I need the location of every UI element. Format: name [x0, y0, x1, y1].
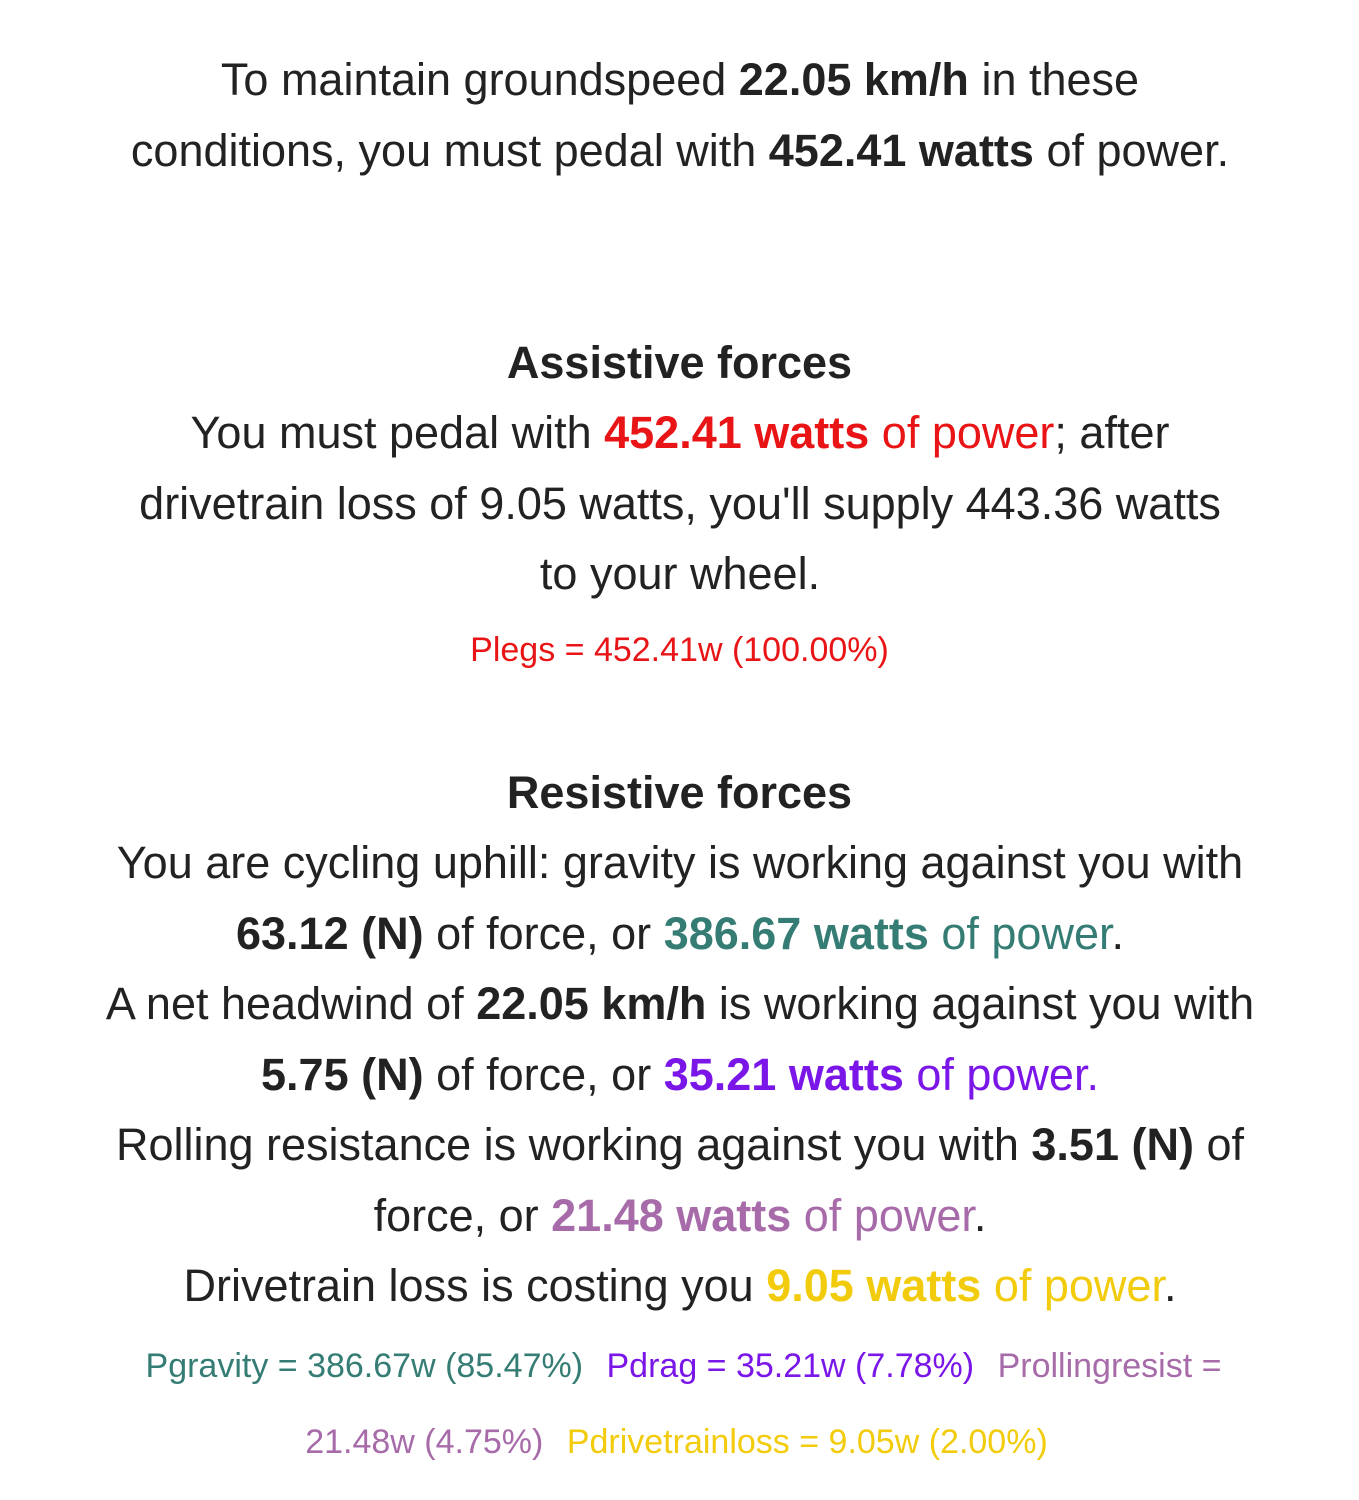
- required-power-value: 452.41 watts: [768, 124, 1034, 176]
- leg-power-value: 452.41 watts: [604, 407, 870, 458]
- assistive-forces-heading: Assistive forces: [506, 337, 853, 388]
- summary-paragraph: [110, 45, 1250, 186]
- resistive-paragraph: [100, 828, 1260, 1322]
- gravity-watts-value: 386.67 watts: [663, 907, 929, 959]
- summary-text-3: of power.: [1033, 124, 1230, 176]
- assistive-paragraph: [115, 398, 1245, 610]
- rolling-force-value: 3.51 (N): [1031, 1119, 1194, 1170]
- drag-text-2: is working against you with: [706, 978, 1255, 1029]
- leg-power-phrase: [604, 407, 1054, 458]
- rolling-power-phrase: [551, 1190, 974, 1241]
- rolling-text-1: Rolling resistance is working against you with: [115, 1119, 1032, 1170]
- drag-power-phrase: [664, 1049, 1099, 1100]
- rolling-watts-value: 21.48 watts: [551, 1189, 792, 1241]
- summary-text-1: To maintain groundspeed: [220, 54, 739, 105]
- assistive-text-2: ; after drivetrain loss of 9.05 watts, you'll supply 443.36 watts to your wheel.: [139, 407, 1221, 599]
- plegs-formula: Plegs = 452.41w (100.00%): [470, 631, 889, 669]
- power-breakdown: [110, 1328, 1250, 1480]
- resistive-forces-heading: Resistive forces: [506, 767, 853, 818]
- drag-watts-value: 35.21 watts: [663, 1048, 904, 1100]
- gravity-power-phrase: [664, 908, 1112, 959]
- drivetrain-watts-value: 9.05 watts: [766, 1260, 982, 1311]
- drag-text-3: of force, or: [423, 1048, 664, 1100]
- gravity-text-1: You are cycling uphill: gravity is working against you with: [116, 837, 1244, 888]
- gravity-text-2: of force, or: [423, 907, 664, 959]
- pdrivetrainloss-formula: Pdrivetrainloss = 9.05w (2.00%): [566, 1423, 1048, 1461]
- rolling-power-suffix: of power: [791, 1189, 974, 1241]
- assistive-text-1: You must pedal with: [190, 407, 605, 458]
- headwind-value: 22.05 km/h: [476, 978, 707, 1029]
- drag-power-suffix: of power.: [903, 1048, 1099, 1100]
- leg-power-suffix: of power: [869, 407, 1055, 458]
- prollingresist-formula: Prollingresist = 21.48w (4.75%): [305, 1347, 1222, 1461]
- drivetrain-end: .: [1163, 1260, 1177, 1311]
- rolling-text-2: of force, or: [373, 1119, 1245, 1241]
- gravity-power-suffix: of power: [928, 907, 1112, 959]
- rolling-end: .: [973, 1189, 987, 1241]
- gravity-end: .: [1111, 907, 1124, 959]
- pgravity-formula: Pgravity = 386.67w (85.47%): [145, 1347, 584, 1385]
- gravity-force-value: 63.12 (N): [235, 907, 424, 959]
- drivetrain-power-suffix: of power: [981, 1260, 1164, 1311]
- drag-force-value: 5.75 (N): [261, 1048, 424, 1100]
- drivetrain-text-1: Drivetrain loss is costing you: [183, 1260, 767, 1311]
- groundspeed-value: 22.05 km/h: [738, 54, 969, 105]
- drivetrain-power-phrase: [766, 1260, 1164, 1311]
- pdrag-formula: Pdrag = 35.21w (7.78%): [606, 1347, 975, 1385]
- drag-text-1: A net headwind of: [105, 978, 477, 1029]
- summary-text-2: in these conditions, you must pedal with: [130, 54, 1140, 176]
